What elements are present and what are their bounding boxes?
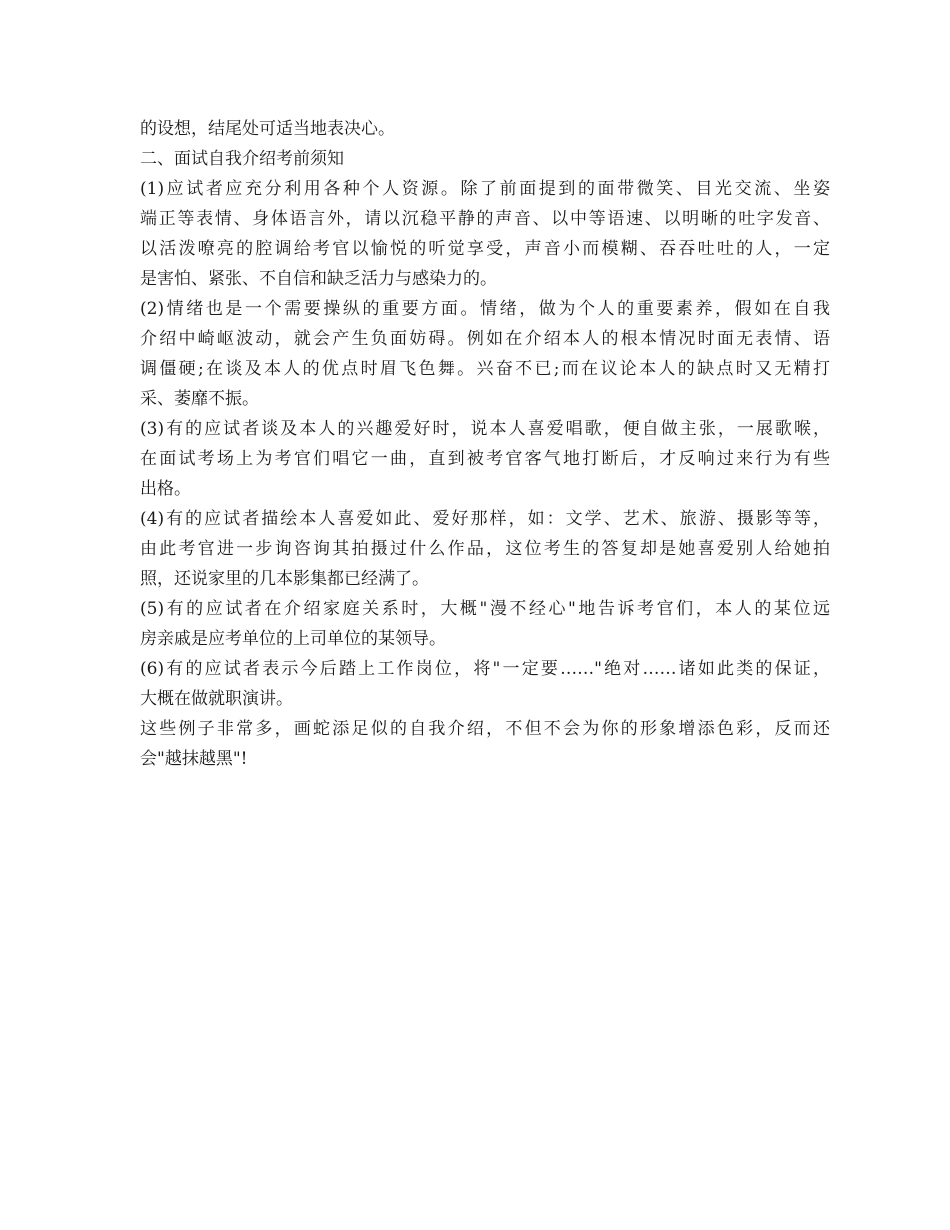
text-line-item3: 在面试考场上为考官们唱它一曲，直到被考官客气地打断后，才反响过来行为有些 xyxy=(140,449,830,469)
text-line-item6: 大概在做就职演讲。 xyxy=(140,689,293,709)
text-line-item3: (3)有的应试者谈及本人的兴趣爱好时，说本人喜爱唱歌，便自做主张，一展歌喉， xyxy=(140,419,830,439)
text-line-item5: 房亲戚是应考单位的上司单位的某领导。 xyxy=(140,629,446,649)
text-line-item5: (5)有的应试者在介绍家庭关系时，大概"漫不经心"地告诉考官们，本人的某位远 xyxy=(140,599,830,619)
section-heading: 二、面试自我介绍考前须知 xyxy=(140,149,344,169)
text-line-item2: 介绍中崎岖波动，就会产生负面妨碍。例如在介绍本人的根本情况时面无表情、语 xyxy=(140,329,830,349)
text-line-item4: 照，还说家里的几本影集都已经满了。 xyxy=(140,569,429,589)
text-line-item4: (4)有的应试者描绘本人喜爱如此、爱好那样，如：文学、艺术、旅游、摄影等等， xyxy=(140,509,830,529)
text-line-intro-end: 的设想，结尾处可适当地表决心。 xyxy=(140,119,395,139)
text-line-item1: 以活泼嘹亮的腔调给考官以愉悦的听觉享受，声音小而模糊、吞吞吐吐的人，一定 xyxy=(140,239,830,259)
text-line-item3: 出格。 xyxy=(140,479,191,499)
text-line-conclusion: 这些例子非常多，画蛇添足似的自我介绍，不但不会为你的形象增添色彩，反而还 xyxy=(140,719,830,739)
text-line-item1: 是害怕、紧张、不自信和缺乏活力与感染力的。 xyxy=(140,269,497,289)
text-line-item4: 由此考官进一步询咨询其拍摄过什么作品，这位考生的答复却是她喜爱别人给她拍 xyxy=(140,539,830,559)
text-line-item2: (2)情绪也是一个需要操纵的重要方面。情绪，做为个人的重要素养，假如在自我 xyxy=(140,299,830,319)
text-line-item2: 采、萎靡不振。 xyxy=(140,389,259,409)
document-body xyxy=(140,114,830,774)
text-line-item1: 端正等表情、身体语言外，请以沉稳平静的声音、以中等语速、以明晰的吐字发音、 xyxy=(140,209,830,229)
text-line-item2: 调僵硬;在谈及本人的优点时眉飞色舞。兴奋不已;而在议论本人的缺点时又无精打 xyxy=(140,359,830,379)
text-line-item1: (1)应试者应充分利用各种个人资源。除了前面提到的面带微笑、目光交流、坐姿 xyxy=(140,179,830,199)
text-line-item6: (6)有的应试者表示今后踏上工作岗位，将"一定要……"绝对……诸如此类的保证， xyxy=(140,659,830,679)
text-line-conclusion: 会"越抹越黑"! xyxy=(140,749,248,769)
